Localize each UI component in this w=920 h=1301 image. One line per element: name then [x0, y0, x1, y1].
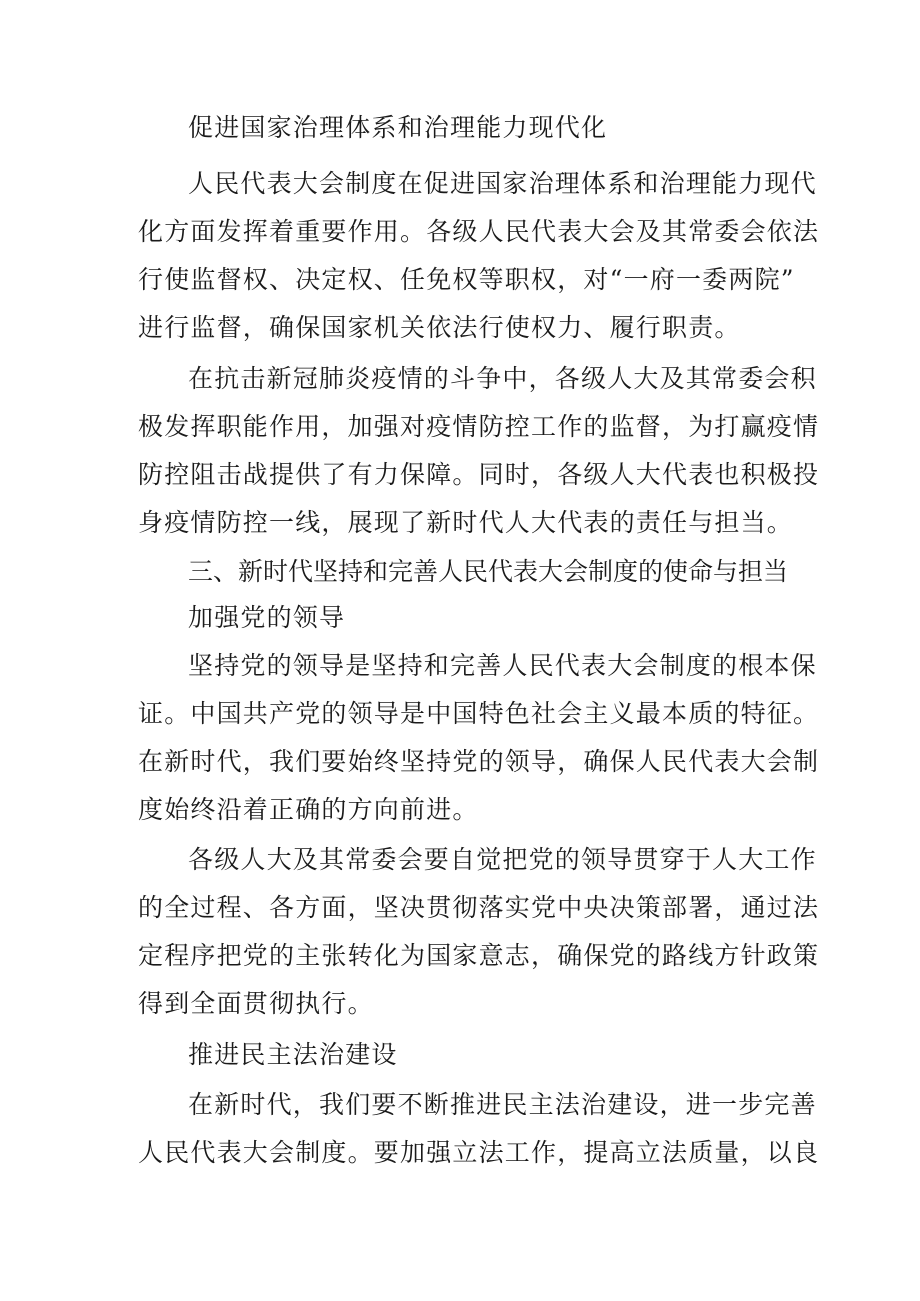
paragraph-line: 坚持党的领导是坚持和完善人民代表大会制度的根本保	[188, 651, 817, 680]
paragraph-line: 证。中国共产党的领导是中国特色社会主义最本质的特征。	[138, 699, 820, 728]
paragraph-line: 行使监督权、决定权、任免权等职权，对“一府一委两院”	[138, 265, 795, 294]
paragraph-line: 在抗击新冠肺炎疫情的斗争中，各级人大及其常委会积	[188, 364, 817, 393]
subheading-democracy-rule-of-law: 推进民主法治建设	[188, 1040, 398, 1069]
chapter-heading: 三、新时代坚持和完善人民代表大会制度的使命与担当	[188, 557, 789, 586]
subheading-modernization: 促进国家治理体系和治理能力现代化	[188, 113, 608, 142]
paragraph-line: 的全过程、各方面，坚决贯彻落实党中央决策部署，通过法	[138, 893, 820, 922]
paragraph-line: 在新时代，我们要始终坚持党的领导，确保人民代表大会制	[138, 747, 820, 776]
paragraph-line: 得到全面贯彻执行。	[138, 989, 374, 1018]
paragraph-line: 人民代表大会制度。要加强立法工作，提高立法质量，以良	[138, 1138, 820, 1167]
subheading-party-leadership: 加强党的领导	[188, 603, 346, 632]
paragraph-line: 定程序把党的主张转化为国家意志，确保党的路线方针政策	[138, 941, 820, 970]
paragraph-line: 在新时代，我们要不断推进民主法治建设，进一步完善	[188, 1090, 817, 1119]
paragraph-line: 进行监督，确保国家机关依法行使权力、履行职责。	[138, 313, 741, 342]
paragraph-line: 各级人大及其常委会要自觉把党的领导贯穿于人大工作	[188, 845, 817, 874]
paragraph-line: 身疫情防控一线，展现了新时代人大代表的责任与担当。	[138, 508, 794, 537]
paragraph-line: 防控阻击战提供了有力保障。同时，各级人大代表也积极投	[138, 460, 820, 489]
paragraph-line: 化方面发挥着重要作用。各级人民代表大会及其常委会依法	[138, 217, 820, 246]
paragraph-line: 人民代表大会制度在促进国家治理体系和治理能力现代	[188, 169, 817, 198]
paragraph-line: 极发挥职能作用，加强对疫情防控工作的监督，为打赢疫情	[138, 412, 820, 441]
paragraph-line: 度始终沿着正确的方向前进。	[138, 795, 479, 824]
